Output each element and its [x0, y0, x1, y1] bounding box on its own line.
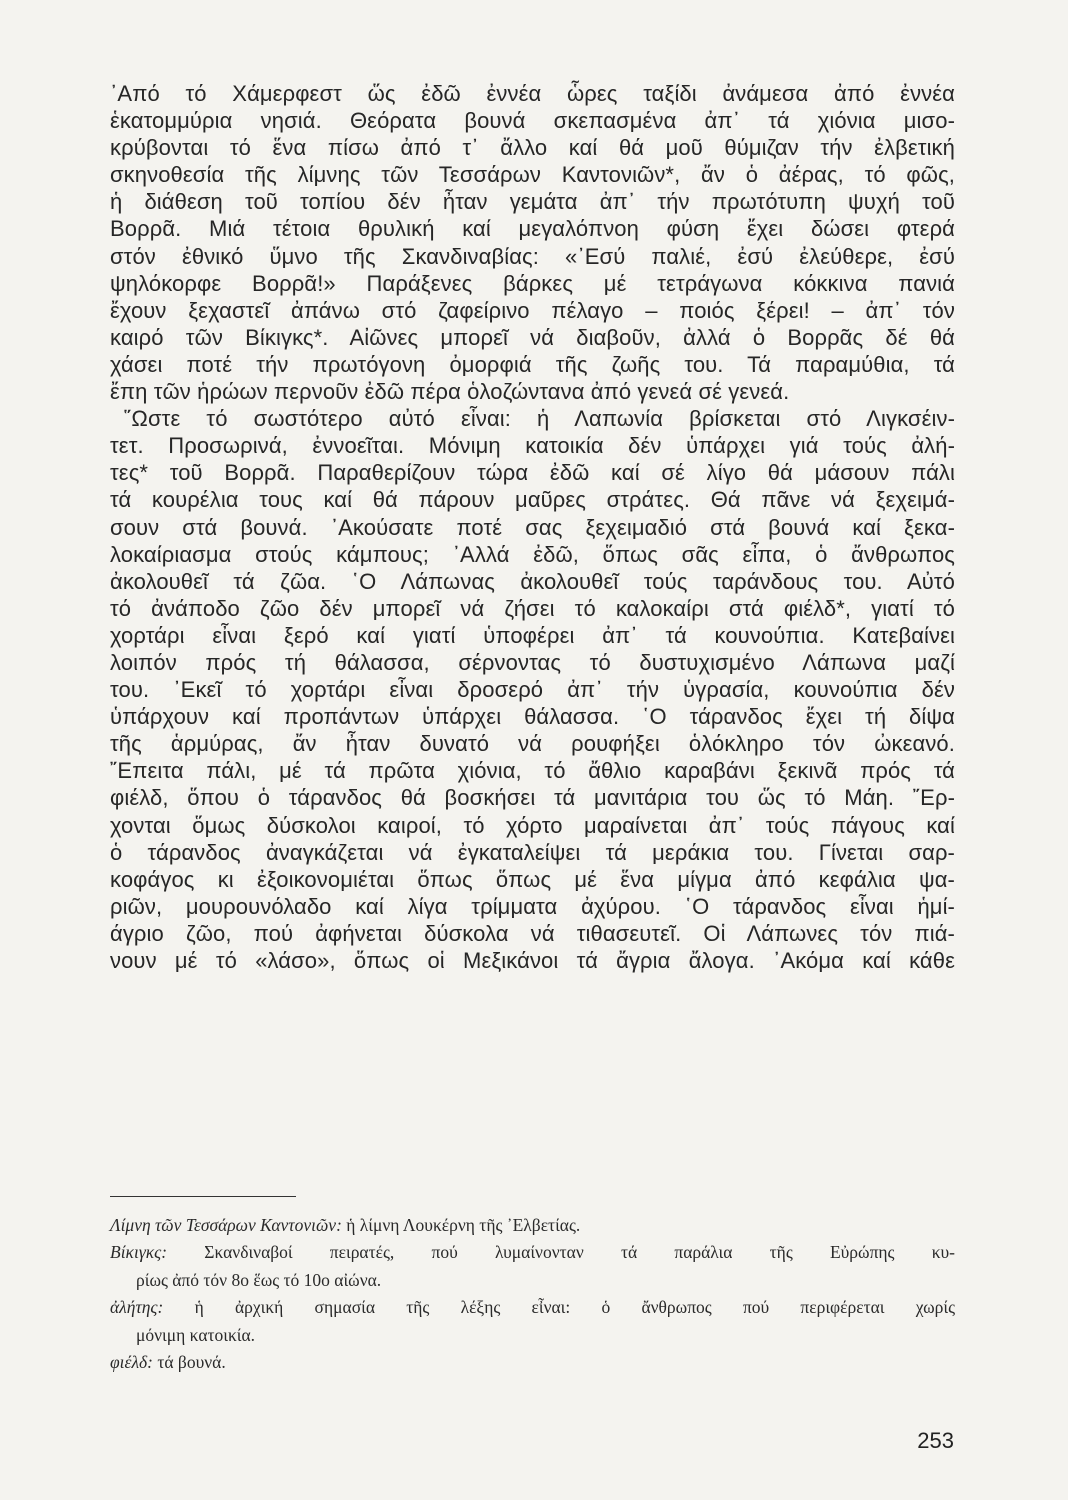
text-line: ἔχουν ξεχαστεῖ ἀπάνω στό ζαφείρινο πέλαγο – ποιός ξέρει! – ἀπ᾽ τόν [110, 297, 955, 323]
footnote-aletes [110, 1294, 955, 1349]
text-line: ριῶν, μουρουνόλαδο καί λίγα τρίμματα ἀχύρου. ῾Ο τάρανδος εἶναι ἡμί- [110, 893, 955, 919]
text-line: χονται ὅμως δύσκολοι καιροί, τό χόρτο μαραίνεται ἀπ᾽ τούς πάγους καί [110, 812, 955, 838]
text-line: τῆς ἁρμύρας, ἄν ἦταν δυνατό νά ρουφήξει ὁλόκληρο τόν ὠκεανό. [110, 731, 955, 757]
text-line: τετ. Προσωρινά, ἐννοεῖται. Μόνιμη κατοικία δέν ὑπάρχει γιά τούς ἀλή- [110, 433, 955, 459]
footnote-text: τά βουνά. [157, 1351, 226, 1372]
text-line: φιέλδ, ὅπου ὁ τάρανδος θά βοσκήσει τά μανιτάρια του ὥς τό Μάη. ῎Ερ- [110, 785, 955, 811]
text-line: νουν μέ τό «λάσο», ὅπως οἱ Μεξικάνοι τά ἄγρια ἄλογα. ᾽Ακόμα καί κάθε [110, 948, 955, 973]
text-line: Βορρᾶ. Μιά τέτοια θρυλική καί μεγαλόπνοη φύση ἔχει δώσει φτερά [110, 216, 955, 242]
text-line: ᾽Από τό Χάμερφεστ ὥς ἐδῶ ἐννέα ὧρες ταξίδι ἀνάμεσα ἀπό ἐννέα [110, 81, 955, 106]
footnote-vikings [110, 1239, 955, 1294]
text-line: τό ἀνάποδο ζῶο δέν μπορεῖ νά ζήσει τό καλοκαίρι στά φιέλδ*, γιατί τό [110, 595, 955, 621]
text-line: τά κουρέλια τους καί θά πάρουν μαῦρες στράτες. Θά πᾶνε νά ξεχειμά- [110, 487, 955, 513]
text-line: ὁ τάρανδος ἀναγκάζεται νά ἐγκαταλείψει τά μεράκια του. Γίνεται σαρ- [110, 839, 955, 865]
text-line: καιρό τῶν Βίκιγκς*. Αἰῶνες μπορεῖ νά διαβοῦν, ἀλλά ὁ Βορρᾶς δέ θά [110, 324, 955, 350]
text-line: ἑκατομμύρια νησιά. Θεόρατα βουνά σκεπασμένα ἀπ᾽ τά χιόνια μισο- [110, 108, 955, 134]
text-line: σουν στά βουνά. ᾽Ακούσατε ποτέ σας ξεχειμαδιό στά βουνά καί ξεκα- [110, 514, 955, 540]
main-text [110, 80, 955, 974]
text-line: κρύβονται τό ἕνα πίσω ἀπό τ᾽ ἄλλο καί θά μοῦ θύμιζαν τήν ἐλβετική [110, 135, 955, 161]
footnote-text: ἡ ἀρχική σημασία τῆς λέξης εἶναι: ὁ ἄνθρωπος πού περιφέρεται χωρίς [194, 1297, 956, 1318]
text-line: στόν ἐθνικό ὕμνο τῆς Σκανδιναβίας: «᾽Εσύ παλιέ, ἐσύ ἐλεύθερε, ἐσύ [110, 243, 955, 269]
footnote-fjeld [110, 1349, 955, 1376]
text-line: ψηλόκορφε Βορρᾶ!» Παράξενες βάρκες μέ τετράγωνα κόκκινα πανιά [110, 270, 955, 296]
text-line: λοκαίριασμα στούς κάμπους; ᾽Αλλά ἐδῶ, ὅπως σᾶς εἶπα, ὁ ἄνθρωπος [110, 541, 955, 567]
text-line: ἀκολουθεῖ τά ζῶα. ῾Ο Λάπωνας ἀκολουθεῖ τούς ταράνδους του. Αὐτό [110, 568, 955, 594]
footnote-text: ἡ λίμνη Λουκέρνη τῆς ᾽Ελβετίας. [346, 1215, 581, 1235]
text-line: ἡ διάθεση τοῦ τοπίου δέν ἦταν γεμάτα ἀπ᾽ τήν πρωτότυπη ψυχή τοῦ [110, 189, 955, 215]
text-line: σκηνοθεσία τῆς λίμνης τῶν Τεσσάρων Καντονιῶν*, ἄν ὁ ἀέρας, τό φῶς, [110, 162, 955, 188]
text-line: κοφάγος κι ἐξοικονομιέται ὅπως ὅπως μέ ἕνα μίγμα ἀπό κεφάλια ψα- [110, 866, 955, 892]
text-line: ῎Επειτα πάλι, μέ τά πρῶτα χιόνια, τό ἄθλιο καραβάνι ξεκινᾶ πρός τά [110, 758, 955, 784]
footnote-term: ἀλήτης: [110, 1297, 164, 1318]
text-line: χορτάρι εἶναι ξερό καί γιατί ὑποφέρει ἀπ᾽ τά κουνούπια. Κατεβαίνει [110, 622, 955, 648]
footnote-term: Βίκιγκς: [110, 1242, 168, 1263]
text-line: ἔπη τῶν ἡρώων περνοῦν ἐδῶ πέρα ὁλοζώντανα ἀπό γενεά σέ γενεά. [110, 379, 790, 405]
text-line: ὑπάρχουν καί προπάντων ὑπάρχει θάλασσα. ῾Ο τάρανδος ἔχει τή δίψα [110, 704, 955, 730]
footnotes [110, 1212, 955, 1376]
footnote-text: ρίως ἀπό τόν 8ο ἕως τό 10ο αἰώνα. [136, 1269, 382, 1290]
text-line: ῞Ωστε τό σωστότερο αὐτό εἶναι: ἡ Λαπωνία βρίσκεται στό Λιγκσέιν- [124, 406, 955, 432]
page-number: 253 [917, 1428, 954, 1453]
text-line: χάσει ποτέ τήν πρωτόγονη ὀμορφιά τῆς ζωῆς του. Τά παραμύθια, τά [110, 351, 955, 377]
text-line: λοιπόν πρός τή θάλασσα, σέρνοντας τό δυστυχισμένο Λάπωνα μαζί [110, 649, 955, 675]
text-line: του. ᾽Εκεῖ τό χορτάρι εἶναι δροσερό ἀπ᾽ τήν ὑγρασία, κουνούπια δέν [110, 677, 955, 703]
text-line: τες* τοῦ Βορρᾶ. Παραθερίζουν τώρα ἐδῶ καί σέ λίγο θά μάσουν πάλι [110, 460, 955, 486]
text-line: άγριο ζῶο, πού ἀφήνεται δύσκολα νά τιθασευτεῖ. Οἱ Λάπωνες τόν πιά- [110, 920, 955, 946]
footnote-lake [110, 1212, 955, 1239]
footnote-term: φιέλδ: [110, 1351, 153, 1372]
footnote-text: μόνιμη κατοικία. [136, 1324, 256, 1345]
footnote-term: Λίμνη τῶν Τεσσάρων Καντονιῶν: [110, 1215, 342, 1235]
footnote-text: Σκανδιναβοί πειρατές, πού λυμαίνονταν τά παράλια τῆς Εὐρώπης κυ- [204, 1242, 956, 1263]
footnote-divider [110, 1196, 296, 1197]
